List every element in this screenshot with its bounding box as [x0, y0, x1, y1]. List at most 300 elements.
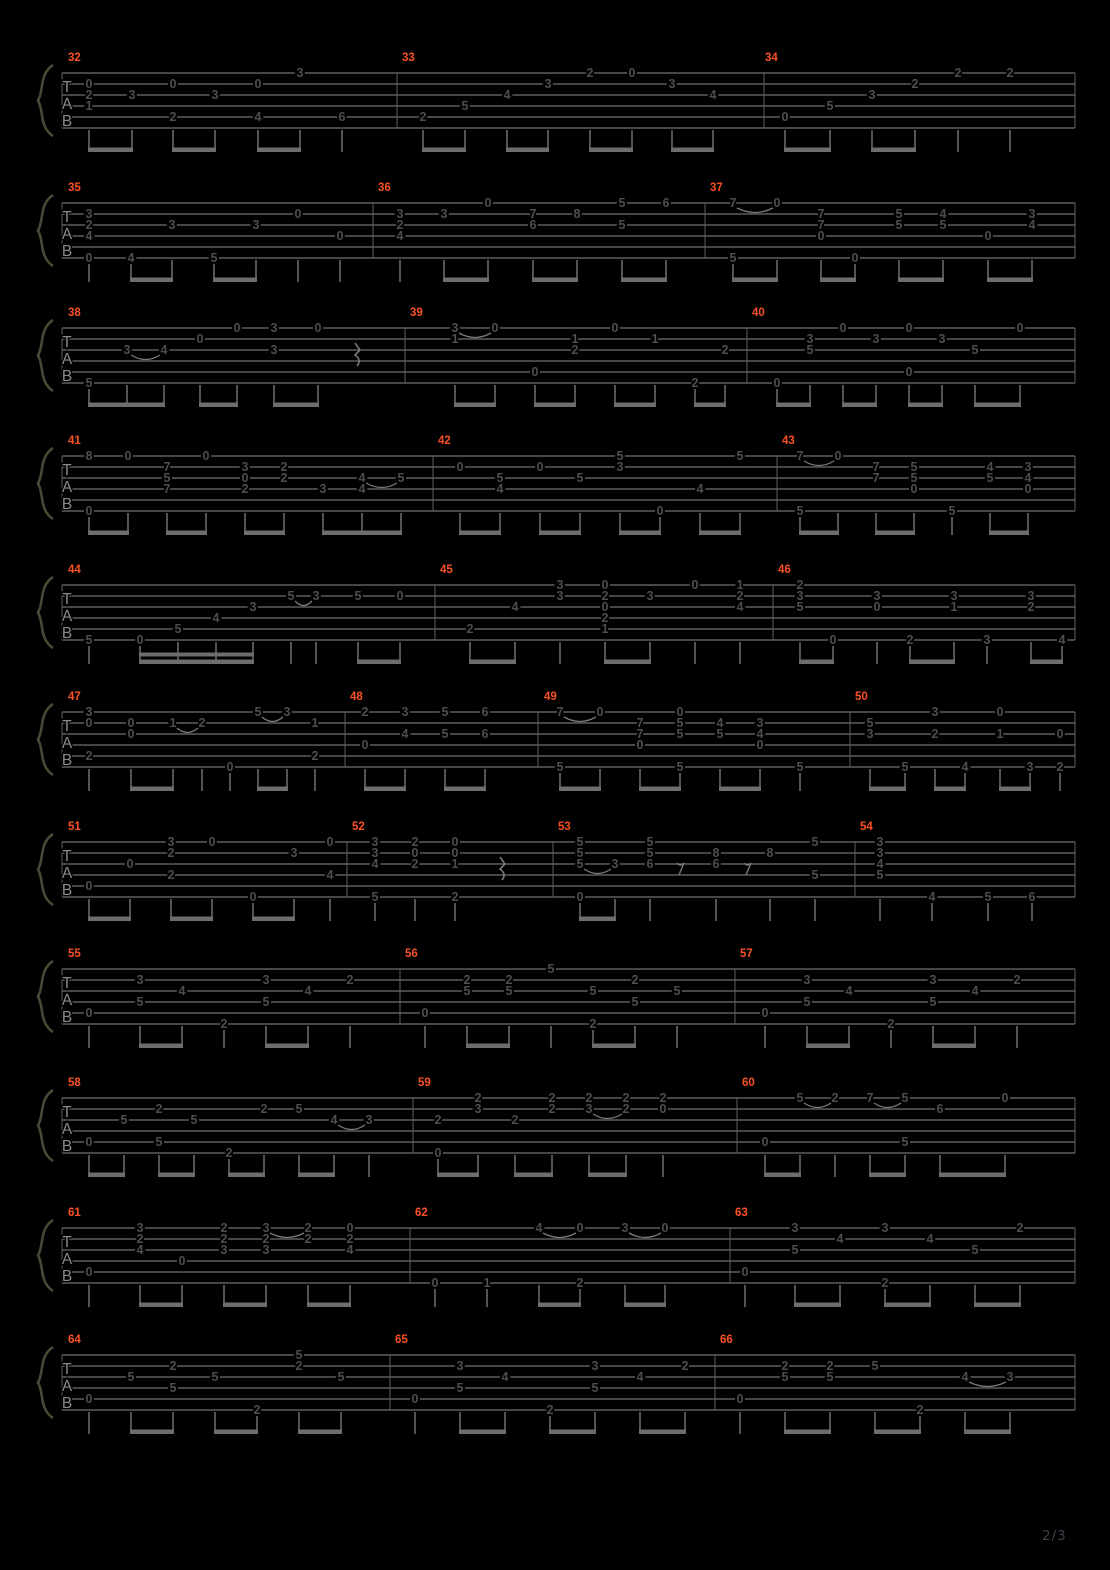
- fret-number: 4: [716, 716, 724, 731]
- beam: [534, 403, 576, 408]
- measure-number: 50: [855, 691, 868, 703]
- measure-number: 36: [378, 182, 391, 194]
- fret-number: 4: [160, 343, 168, 358]
- beam: [443, 278, 489, 283]
- beam: [170, 917, 213, 922]
- measure-number: 49: [544, 691, 557, 703]
- measure-number: 32: [68, 52, 81, 64]
- measure-number: 56: [405, 948, 418, 960]
- fret-number: 0: [910, 482, 918, 497]
- fret-number: 3: [1028, 207, 1036, 222]
- fret-number: 5: [895, 207, 903, 222]
- fret-number: 4: [1028, 218, 1036, 233]
- fret-number: 3: [396, 207, 404, 222]
- fret-number: 0: [656, 504, 664, 519]
- fret-number: 4: [396, 229, 404, 244]
- fret-number: 3: [866, 727, 874, 742]
- fret-number: 5: [901, 1091, 909, 1106]
- fret-number: 2: [954, 66, 962, 81]
- fret-number: 2: [346, 1232, 354, 1247]
- beam: [199, 403, 238, 408]
- fret-number: 0: [491, 321, 499, 336]
- fret-number: 0: [873, 600, 881, 615]
- fret-number: 4: [836, 1232, 844, 1247]
- measure-number: 44: [68, 564, 81, 576]
- beam: [987, 278, 1033, 283]
- fret-number: 0: [817, 229, 825, 244]
- fret-number: 5: [646, 846, 654, 861]
- fret-number: 1: [601, 622, 609, 637]
- fret-number: 0: [434, 1146, 442, 1161]
- fret-number: 4: [845, 984, 853, 999]
- fret-number: 1: [451, 857, 459, 872]
- beam: [909, 660, 955, 665]
- fret-number: 1: [451, 332, 459, 347]
- fret-number: 5: [803, 995, 811, 1010]
- fret-number: 5: [796, 504, 804, 519]
- beam: [799, 660, 834, 665]
- fret-number: 3: [136, 973, 144, 988]
- fret-number: 8: [85, 449, 93, 464]
- beam: [579, 917, 616, 922]
- beam: [549, 1430, 596, 1435]
- fret-number: 5: [910, 471, 918, 486]
- tab-clef: A: [61, 735, 73, 752]
- tab-clef: A: [61, 608, 73, 625]
- fret-number: 1: [651, 332, 659, 347]
- fret-number: 5: [85, 376, 93, 391]
- fret-number: 3: [371, 846, 379, 861]
- beam: [532, 278, 578, 283]
- fret-number: 5: [441, 727, 449, 742]
- measure-number: 34: [765, 52, 778, 64]
- fret-number: 2: [586, 66, 594, 81]
- fret-number: 4: [358, 482, 366, 497]
- fret-number: 2: [361, 705, 369, 720]
- fret-number: 3: [983, 633, 991, 648]
- fret-number: 5: [190, 1113, 198, 1128]
- measure-number: 43: [782, 435, 795, 447]
- fret-number: 3: [876, 835, 884, 850]
- fret-number: 3: [296, 66, 304, 81]
- fret-number: 5: [736, 449, 744, 464]
- beam: [88, 148, 133, 153]
- tab-clef: B: [61, 882, 73, 899]
- beam: [298, 1173, 335, 1178]
- fret-number: 5: [456, 1381, 464, 1396]
- fret-number: 2: [796, 578, 804, 593]
- beam: [639, 787, 681, 792]
- beam: [974, 1303, 1021, 1308]
- fret-number: 5: [781, 1370, 789, 1385]
- fret-number: 4: [330, 1113, 338, 1128]
- fret-number: 7: [636, 727, 644, 742]
- fret-number: 2: [262, 1232, 270, 1247]
- measure-number: 42: [438, 435, 451, 447]
- fret-number: 0: [314, 321, 322, 336]
- fret-number: 2: [466, 622, 474, 637]
- fret-number: 2: [691, 376, 699, 391]
- tab-clef: T: [62, 462, 72, 479]
- fret-number: 0: [202, 449, 210, 464]
- fret-number: 2: [136, 1232, 144, 1247]
- tab-clef: T: [62, 209, 72, 226]
- fret-number: 2: [1016, 1221, 1024, 1236]
- fret-number: 1: [85, 99, 93, 114]
- beam: [719, 787, 761, 792]
- beam: [939, 1173, 1006, 1178]
- fret-number: 5: [876, 868, 884, 883]
- fret-number: 5: [673, 984, 681, 999]
- fret-number: 5: [971, 1243, 979, 1258]
- fret-number: 6: [712, 857, 720, 872]
- beam: [307, 1303, 351, 1308]
- fret-number: 0: [196, 332, 204, 347]
- beam: [214, 1430, 258, 1435]
- fret-number: 3: [803, 973, 811, 988]
- fret-number: 2: [681, 1359, 689, 1374]
- fret-number: 2: [1027, 600, 1035, 615]
- beam: [776, 403, 811, 408]
- beam: [764, 1173, 801, 1178]
- fret-number: 0: [596, 705, 604, 720]
- fret-number: 0: [254, 77, 262, 92]
- fret-number: 6: [936, 1102, 944, 1117]
- fret-number: 3: [85, 705, 93, 720]
- fret-number: 3: [262, 973, 270, 988]
- fret-number: 5: [901, 760, 909, 775]
- fret-number: 2: [1056, 760, 1064, 775]
- fret-number: 5: [796, 600, 804, 615]
- fret-number: 0: [411, 846, 419, 861]
- fret-number: 5: [826, 1370, 834, 1385]
- measure-number: 53: [558, 821, 571, 833]
- beam: [806, 1044, 850, 1049]
- fret-number: 0: [431, 1276, 439, 1291]
- measure-number: 48: [350, 691, 363, 703]
- tab-clef: A: [61, 865, 73, 882]
- beam: [322, 531, 402, 536]
- fret-number: 6: [1028, 890, 1036, 905]
- fret-number: 2: [304, 1221, 312, 1236]
- fret-number: 3: [621, 1221, 629, 1236]
- fret-number: 0: [136, 633, 144, 648]
- tab-clef: B: [61, 1138, 73, 1155]
- beam: [875, 531, 915, 536]
- fret-number: 5: [120, 1113, 128, 1128]
- fret-number: 0: [411, 1392, 419, 1407]
- fret-number: 3: [440, 207, 448, 222]
- fret-number: 3: [312, 589, 320, 604]
- fret-number: 2: [167, 868, 175, 883]
- fret-number: 4: [85, 229, 93, 244]
- fret-number: 0: [996, 705, 1004, 720]
- fret-number: 0: [294, 207, 302, 222]
- fret-number: 5: [811, 868, 819, 883]
- fret-number: 5: [254, 705, 262, 720]
- fret-number: 5: [556, 760, 564, 775]
- fret-number: 5: [174, 622, 182, 637]
- fret-number: 3: [211, 88, 219, 103]
- tab-clef: T: [62, 79, 72, 96]
- fret-number: 5: [155, 1135, 163, 1150]
- fret-number: 3: [1027, 589, 1035, 604]
- fret-number: 5: [676, 760, 684, 775]
- fret-number: 6: [338, 110, 346, 125]
- fret-number: 5: [163, 471, 171, 486]
- fret-number: 2: [548, 1102, 556, 1117]
- beam: [874, 1430, 921, 1435]
- fret-number: 4: [346, 1243, 354, 1258]
- beam: [732, 278, 778, 283]
- fret-number: 2: [831, 1091, 839, 1106]
- fret-number: 0: [601, 600, 609, 615]
- fret-number: 0: [536, 460, 544, 475]
- fret-number: 5: [676, 716, 684, 731]
- fret-number: 2: [546, 1403, 554, 1418]
- fret-number: 0: [531, 365, 539, 380]
- fret-number: 0: [691, 578, 699, 593]
- fret-number: 4: [212, 611, 220, 626]
- fret-number: 5: [136, 995, 144, 1010]
- fret-number: 3: [556, 589, 564, 604]
- fret-number: 4: [736, 600, 744, 615]
- beam: [364, 787, 406, 792]
- fret-number: 5: [984, 890, 992, 905]
- fret-number: 0: [421, 1006, 429, 1021]
- beam: [466, 1044, 510, 1049]
- beam: [624, 1303, 666, 1308]
- fret-number: 6: [481, 727, 489, 742]
- fret-number: 6: [646, 857, 654, 872]
- fret-number: 5: [811, 835, 819, 850]
- fret-number: 3: [646, 589, 654, 604]
- fret-number: 5: [85, 633, 93, 648]
- fret-number: 2: [474, 1091, 482, 1106]
- measure-number: 37: [710, 182, 723, 194]
- fret-number: 0: [781, 110, 789, 125]
- fret-number: 0: [611, 321, 619, 336]
- measure-number: 63: [735, 1207, 748, 1219]
- measure-number: 58: [68, 1077, 81, 1089]
- fret-number: 2: [167, 846, 175, 861]
- beam: [459, 531, 501, 536]
- fret-number: 2: [622, 1091, 630, 1106]
- fret-number: 7: [163, 460, 171, 475]
- fret-number: 4: [136, 1243, 144, 1258]
- fret-number: 0: [839, 321, 847, 336]
- fret-number: 0: [451, 846, 459, 861]
- beam: [964, 1430, 1011, 1435]
- beam: [934, 787, 966, 792]
- fret-number: 4: [127, 251, 135, 266]
- beam: [88, 531, 129, 536]
- beam: [437, 1173, 479, 1178]
- fret-number: 7: [163, 482, 171, 497]
- measure-number: 52: [352, 821, 365, 833]
- beam: [671, 148, 714, 153]
- beam: [257, 787, 288, 792]
- fret-number: 4: [503, 88, 511, 103]
- fret-number: 5: [576, 846, 584, 861]
- fret-number: 2: [155, 1102, 163, 1117]
- fret-number: 4: [535, 1221, 543, 1236]
- fret-number: 5: [354, 589, 362, 604]
- measure-number: 60: [742, 1077, 755, 1089]
- fret-number: 3: [85, 207, 93, 222]
- fret-number: 7: [817, 207, 825, 222]
- tab-clef: B: [61, 1395, 73, 1412]
- fret-number: 0: [396, 589, 404, 604]
- fret-number: 0: [169, 77, 177, 92]
- fret-number: 4: [511, 600, 519, 615]
- fret-number: 5: [618, 196, 626, 211]
- fret-number: 7: [529, 207, 537, 222]
- beam: [88, 917, 131, 922]
- fret-number: 0: [451, 835, 459, 850]
- measure-number: 39: [410, 307, 423, 319]
- fret-number: 7: [872, 471, 880, 486]
- fret-number: 5: [646, 835, 654, 850]
- fret-number: 4: [1024, 471, 1032, 486]
- beam: [444, 787, 486, 792]
- fret-number: 2: [225, 1146, 233, 1161]
- beam: [871, 148, 916, 153]
- fret-number: 6: [481, 705, 489, 720]
- fret-number: 3: [950, 589, 958, 604]
- fret-number: 0: [85, 879, 93, 894]
- fret-number: 1: [736, 578, 744, 593]
- beam: [820, 278, 856, 283]
- beam: [908, 403, 943, 408]
- fret-number: 2: [576, 1276, 584, 1291]
- fret-number: 2: [781, 1359, 789, 1374]
- tab-clef: A: [61, 1121, 73, 1138]
- fret-number: 2: [85, 88, 93, 103]
- fret-number: 2: [220, 1221, 228, 1236]
- fret-number: 2: [622, 1102, 630, 1117]
- fret-number: 4: [401, 727, 409, 742]
- fret-number: 0: [851, 251, 859, 266]
- fret-number: 3: [283, 705, 291, 720]
- fret-number: 4: [371, 857, 379, 872]
- fret-number: 5: [576, 857, 584, 872]
- fret-number: 5: [901, 1135, 909, 1150]
- measure-number: 33: [402, 52, 415, 64]
- fret-number: 2: [253, 1403, 261, 1418]
- fret-number: 0: [773, 376, 781, 391]
- fret-number: 5: [910, 460, 918, 475]
- beam: [158, 1173, 195, 1178]
- measure-number: 54: [860, 821, 873, 833]
- fret-number: 3: [371, 835, 379, 850]
- measure-number: 55: [68, 948, 81, 960]
- beam: [932, 1044, 976, 1049]
- measure-number: 35: [68, 182, 81, 194]
- fret-number: 0: [676, 705, 684, 720]
- fret-number: 3: [167, 835, 175, 850]
- fret-number: 3: [1026, 760, 1034, 775]
- fret-number: 5: [337, 1370, 345, 1385]
- fret-number: 3: [319, 482, 327, 497]
- beam: [898, 278, 944, 283]
- fret-number: 5: [547, 962, 555, 977]
- beam: [172, 148, 216, 153]
- beam: [884, 1303, 931, 1308]
- beam: [454, 403, 496, 408]
- beam: [139, 1044, 183, 1049]
- fret-number: 3: [872, 332, 880, 347]
- beam: [588, 1173, 627, 1178]
- fret-number: 2: [295, 1359, 303, 1374]
- fret-number: 0: [756, 738, 764, 753]
- beam: [619, 531, 661, 536]
- fret-number: 3: [868, 88, 876, 103]
- fret-number: 0: [85, 251, 93, 266]
- fret-number: 2: [631, 973, 639, 988]
- measure-number: 51: [68, 821, 81, 833]
- fret-number: 2: [346, 973, 354, 988]
- tab-clef: A: [61, 96, 73, 113]
- fret-number: 1: [311, 716, 319, 731]
- fret-number: 1: [996, 727, 1004, 742]
- fret-number: 4: [254, 110, 262, 125]
- fret-number: 3: [668, 77, 676, 92]
- beam: [88, 403, 165, 408]
- fret-number: 0: [1001, 1091, 1009, 1106]
- fret-number: 0: [361, 738, 369, 753]
- fret-number: 4: [876, 857, 884, 872]
- fret-number: 3: [401, 705, 409, 720]
- fret-number: 0: [249, 890, 257, 905]
- fret-number: 4: [928, 890, 936, 905]
- fret-number: 6: [662, 196, 670, 211]
- beam: [357, 660, 401, 665]
- fret-number: 0: [576, 1221, 584, 1236]
- fret-number: 8: [766, 846, 774, 861]
- tab-clef: B: [61, 625, 73, 642]
- beam: [842, 403, 877, 408]
- fret-number: 2: [85, 749, 93, 764]
- beam: [252, 917, 295, 922]
- fret-number: 2: [411, 857, 419, 872]
- beam: [139, 660, 254, 665]
- fret-number: 7: [729, 196, 737, 211]
- fret-number: 2: [311, 749, 319, 764]
- tab-clef: T: [62, 1104, 72, 1121]
- fret-number: 2: [911, 77, 919, 92]
- fret-number: 2: [198, 716, 206, 731]
- fret-number: 4: [326, 868, 334, 883]
- measure-number: 57: [740, 948, 753, 960]
- fret-number: 0: [85, 1392, 93, 1407]
- beam: [422, 148, 466, 153]
- beam: [166, 531, 207, 536]
- fret-number: 0: [484, 196, 492, 211]
- measure-number: 66: [720, 1334, 733, 1346]
- fret-number: 5: [716, 727, 724, 742]
- fret-number: 0: [208, 835, 216, 850]
- fret-number: 5: [397, 471, 405, 486]
- beam: [228, 1173, 265, 1178]
- measure-number: 38: [68, 307, 81, 319]
- fret-number: 5: [589, 984, 597, 999]
- fret-number: 3: [474, 1102, 482, 1117]
- fret-number: 5: [576, 835, 584, 850]
- fret-number: 3: [456, 1359, 464, 1374]
- fret-number: 3: [451, 321, 459, 336]
- fret-number: 7: [796, 449, 804, 464]
